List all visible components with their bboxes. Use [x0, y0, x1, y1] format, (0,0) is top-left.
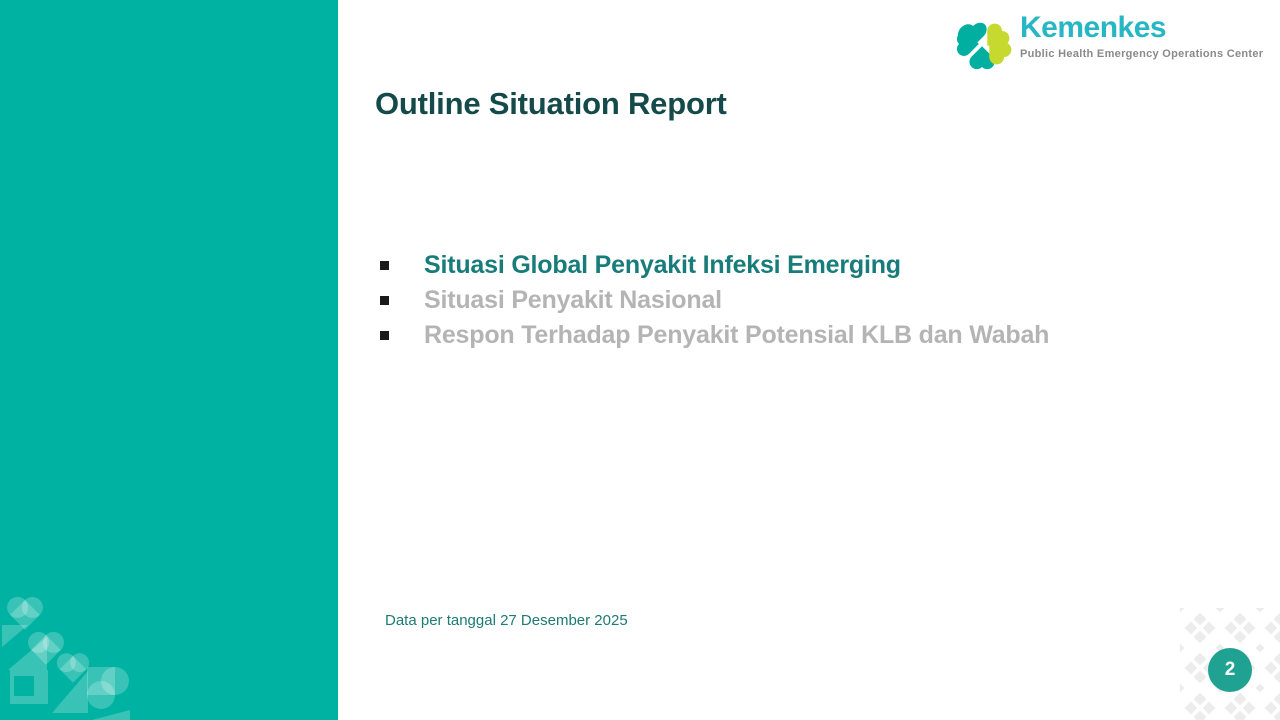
sidebar-pattern-decoration — [0, 550, 220, 720]
page-number-badge: 2 — [1208, 648, 1252, 692]
outline-list — [375, 248, 1049, 353]
outline-item-situasi-global — [375, 248, 1049, 283]
outline-item-situasi-nasional — [375, 283, 1049, 318]
kemenkes-logo — [946, 6, 1263, 78]
logo-text-block — [1020, 6, 1263, 60]
outline-item-label: Situasi Penyakit Nasional — [424, 286, 722, 314]
kemenkes-flower-icon — [946, 6, 1016, 78]
data-date-note: Data per tanggal 27 Desember 2025 — [385, 612, 628, 629]
square-bullet-icon — [380, 261, 389, 270]
logo-subtitle: Public Health Emergency Operations Center — [1020, 48, 1264, 60]
sidebar-panel — [0, 0, 338, 720]
square-bullet-icon — [380, 331, 389, 340]
square-bullet-icon — [380, 296, 389, 305]
logo-brand-name: Kemenkes — [1020, 11, 1167, 44]
page-title: Outline Situation Report — [375, 86, 727, 121]
outline-item-label: Respon Terhadap Penyakit Potensial KLB dan Wabah — [424, 321, 1050, 349]
outline-item-respon-klb — [375, 318, 1049, 353]
outline-item-label: Situasi Global Penyakit Infeksi Emerging — [424, 251, 901, 279]
